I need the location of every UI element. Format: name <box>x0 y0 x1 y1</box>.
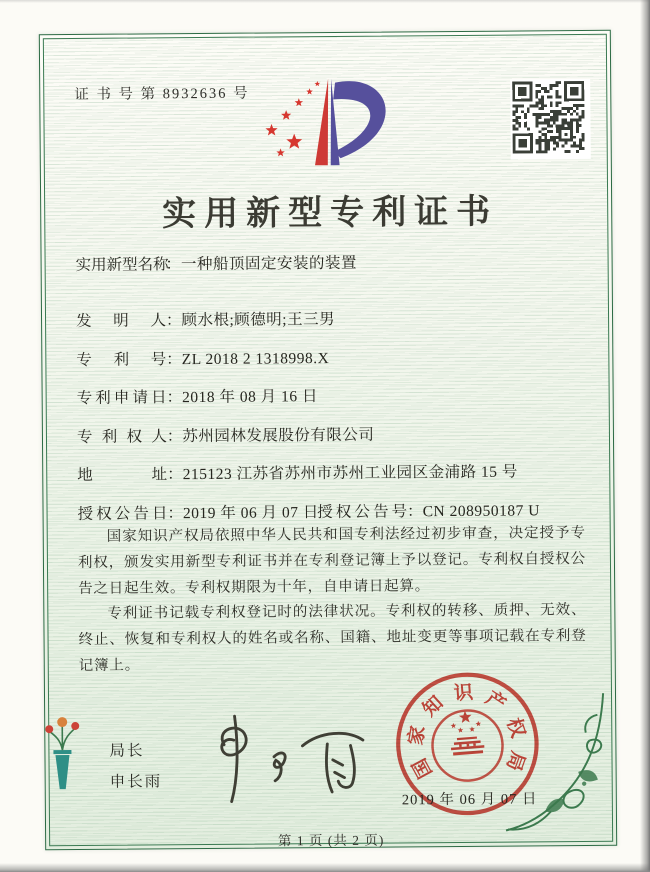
field-label: 专利号 <box>76 350 167 369</box>
scan-edge <box>0 863 650 872</box>
certificate-frame <box>39 30 617 850</box>
logo-red-wedge <box>314 79 328 166</box>
field-label: 发明人 <box>75 312 167 330</box>
seal-date: 2019 年 06 月 07 日 <box>401 791 538 809</box>
director-name: 申长雨 <box>109 773 163 791</box>
page-footer: 第 1 页 (共 2 页) <box>277 832 385 849</box>
field-label: 实用新型名称 <box>75 256 169 274</box>
svg-text:产: 产 <box>481 687 510 716</box>
svg-text:识: 识 <box>453 682 474 705</box>
scan-edge <box>0 0 650 3</box>
colon: ： <box>166 427 183 445</box>
field-row-patentee <box>77 422 587 448</box>
field-label: 授权公告日 <box>77 504 168 523</box>
svg-text:国: 国 <box>409 754 437 782</box>
colon: ： <box>407 502 423 520</box>
svg-text:家: 家 <box>405 724 430 747</box>
emblem-gate <box>450 736 485 756</box>
field-value: 一种船顶固定安装的装置 <box>180 254 358 274</box>
field-value: 2019 年 06 月 07 日 <box>182 503 319 522</box>
field-label: 专利权人 <box>76 427 167 446</box>
colon: ： <box>165 312 182 330</box>
colon: ： <box>167 504 184 522</box>
field-value: CN 208950187 U <box>422 501 540 520</box>
left-ornament <box>41 695 84 799</box>
field-value: ZL 2018 2 1318998.X <box>181 349 330 368</box>
certificate-inner-border <box>43 34 613 849</box>
field-value: 苏州园林发展股份有限公司 <box>182 426 375 445</box>
legal-text <box>78 521 587 680</box>
signoff-block <box>109 738 162 800</box>
colon: ： <box>165 256 182 274</box>
field-value: 215123 江苏省苏州市苏州工业园区金浦路 15 号 <box>182 463 518 484</box>
field-grant-number <box>317 500 540 524</box>
field-row-name <box>76 251 586 277</box>
director-signature <box>197 709 376 810</box>
svg-text:权: 权 <box>502 715 529 741</box>
colon: ： <box>167 466 183 484</box>
cnipa-logo-icon <box>249 68 402 177</box>
logo-p-bowl <box>333 81 386 159</box>
colon: ： <box>166 350 182 368</box>
svg-text:局: 局 <box>501 748 529 774</box>
legal-paragraph-1: 国家知识产权局依照中华人民共和国专利法经过初步审查，决定授予专利权，颁发实用新型专利证书并在专利登记簿上予以登记。专利权自授权公告之日起生效。专利权期限为十年，自申请日起算。 <box>77 524 587 597</box>
scan-edge <box>640 0 650 872</box>
fields-section <box>76 251 588 542</box>
field-value: 2018 年 08 月 16 日 <box>182 388 319 407</box>
qr-code <box>510 79 591 160</box>
certificate-number: 证 书 号 第 8932636 号 <box>74 85 250 103</box>
svg-text:知: 知 <box>419 692 448 721</box>
director-title: 局长 <box>109 742 145 760</box>
field-row-patent-no <box>76 345 586 371</box>
field-label: 授权公告号 <box>317 502 408 521</box>
field-label: 地址 <box>77 466 168 484</box>
field-grant-date <box>77 502 317 526</box>
field-row-filing-date <box>77 384 587 410</box>
field-row-inventors <box>76 307 586 333</box>
certificate-title: 实用新型专利证书 <box>162 193 499 234</box>
colon: ： <box>166 389 183 407</box>
field-value: 顾水根;顾德明;王三男 <box>181 310 336 330</box>
field-row-address <box>77 461 587 487</box>
field-label: 专利申请日 <box>76 389 167 407</box>
legal-paragraph-2: 专利证书记载专利权登记时的法律状况。专利权的转移、质押、无效、终止、恢复和专利权人的姓名或名称、国籍、地址变更等事项记载在专利登记簿上。 <box>78 602 587 674</box>
